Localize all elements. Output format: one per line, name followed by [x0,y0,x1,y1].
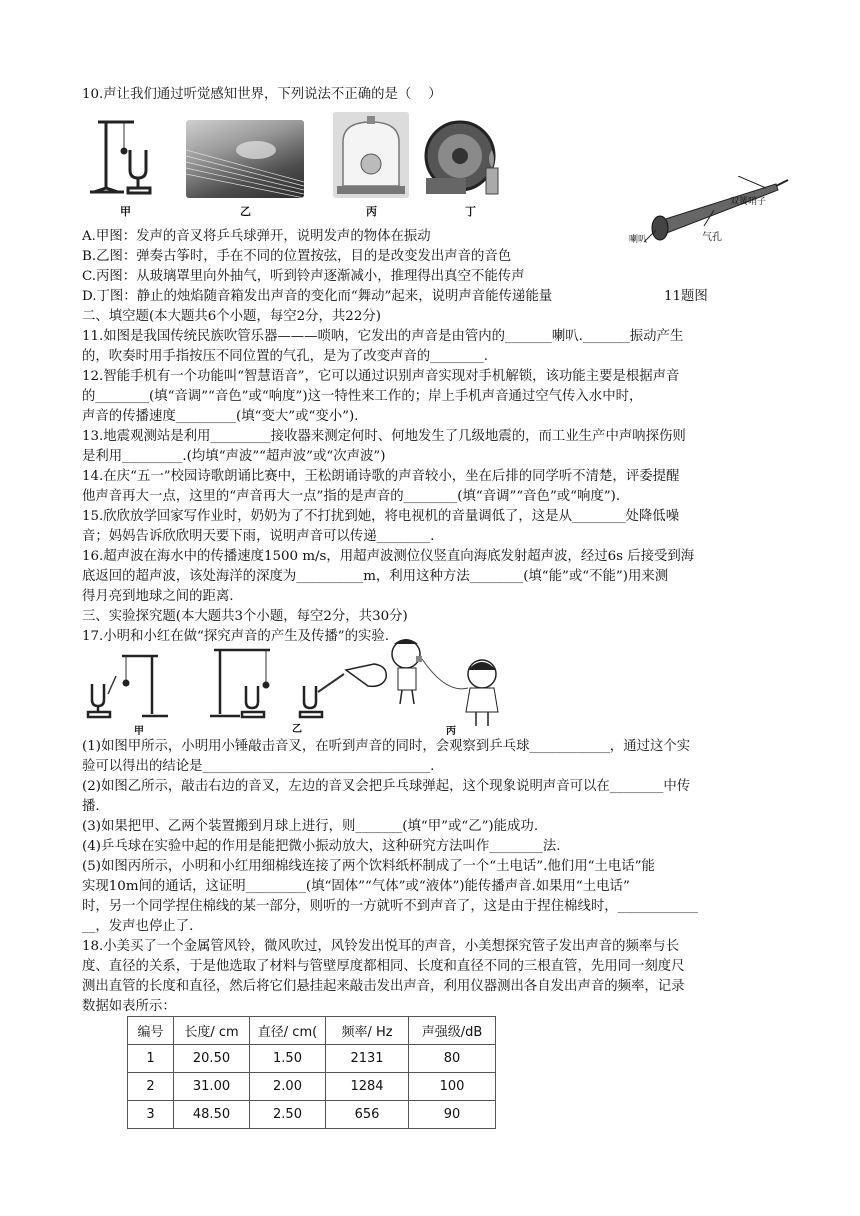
q17-p1: (1)如图甲所示，小明用小锤敲击音叉，在听到声音的同时，会观察到乒乓球____________，通过这个实 [82,739,691,754]
table-header: 长度/ cm [174,1017,250,1045]
q17-p4: 播. [82,799,100,814]
q15-line2: 音；妈妈告诉欣欣明天要下雨，说明声音可以传递________. [82,529,435,544]
q12-line3: 声音的传播速度_________(填“变大”或“变小”). [82,409,359,424]
table-cell: 1284 [326,1073,409,1101]
table-cell: 1.50 [250,1045,326,1073]
q17-p8: 实现10m间的通话，这证明_________(填“固体”“气体”或“液体”)能传播声音.如果用“土电话” [82,879,630,894]
table-cell: 80 [409,1045,496,1073]
table-cell: 2.00 [250,1073,326,1101]
table-cell: 31.00 [174,1073,250,1101]
label-hole: 气孔 [702,232,722,243]
caption-17-bing: 丙 [446,726,456,737]
q10-option-a: A.甲图：发声的音叉将乒乓球弹开，说明发声的物体在振动 [82,229,431,244]
table-header: 编号 [128,1017,174,1045]
q11-line1: 11.如图是我国传统民族吹管乐器———唢呐，它发出的声音是由管内的_______喇叭._______振动产生 [82,329,684,344]
hand-with-mallet [344,660,390,692]
q17-p3: (2)如图乙所示，敲击右边的音叉，左边的音叉会把乒乓球弹起，这个现象说明声音可以在________中传 [82,779,691,794]
q18-line3: 测出直管的长度和直径，然后将它们悬挂起来敲击发出声音，利用仪器测出各自发出声音的频率，记录 [82,979,685,994]
table-cell: 1 [128,1045,174,1073]
table-cell: 3 [128,1101,174,1129]
experiment-yi-figure [206,644,346,722]
q12-line2: 的________(填“音调”“音色”或“响度”)这一特性来工作的；岸上手机声音通过空气传入水中时， [82,389,643,404]
q16-line1: 16.超声波在海水中的传播速度1500 m/s，用超声波测位仪竖直向海底发射超声波，经过6s 后接受到海 [82,549,695,564]
table-row [128,1045,496,1073]
label-reed: 双簧哨子 [730,197,767,207]
q14-line2: 他声音再大一点，这里的“声音再大一点”指的是声音的________(填“音调”“音色”或“响度”). [82,489,621,504]
speaker-candle-photo [420,116,506,198]
q12-line1: 12.智能手机有一个功能叫“智慧语音”，它可以通过识别声音实现对手机解锁，该功能主要是根据声音 [82,369,680,384]
table-cell: 20.50 [174,1045,250,1073]
q14-line1: 14.在庆“五一”校园诗歌朗诵比赛中，王松朗诵诗歌的声音较小，坐在后排的同学听不清楚，评委提醒 [82,469,680,484]
table-header-row [128,1017,496,1045]
section2-title: 二、填空题(本大题共6个小题，每空2分，共22分) [82,309,381,324]
q13-line1: 13.地震观测站是利用_________接收器来测定何时、何地发生了几级地震的，而工业生产中声呐探伤则 [82,429,686,444]
q17-p2: 验可以得出的结论是__________________________________. [82,759,435,774]
table-cell: 656 [326,1101,409,1129]
q17-stem: 17.小明和小红在做“探究声音的产生及传播”的实验. [82,629,390,644]
caption-17-jia: 甲 [134,726,144,737]
q17-p7: (5)如图丙所示，小明和小红用细棉线连接了两个饮料纸杯制成了一个“土电话”.他们用“土电话”能 [82,859,655,874]
table-cell: 2.50 [250,1101,326,1129]
q10-option-d: D.丁图：静止的烛焰随音箱发出声音的变化而“舞动”起来，说明声音能传递能量 [82,289,553,304]
q16-line2: 底返回的超声波，该处海洋的深度为__________m，利用这种方法________(填“能”或“不能”)用来测 [82,569,669,584]
tuning-fork-pendulum-figure [84,112,164,198]
guzheng-photo [186,120,304,198]
section3-title: 三、实验探究题(本大题共3个小题，每空2分，共30分) [82,609,408,624]
caption-ding: 丁 [465,205,476,218]
q17-p10: __，发声也停止了. [82,919,194,934]
table-row [128,1101,496,1129]
q10-option-b: B.乙图：弹奏古筝时，手在不同的位置按弦，目的是改变发出声音的音色 [82,249,512,264]
q18-line4: 数据如表所示： [82,999,176,1014]
table-cell: 2 [128,1073,174,1101]
table-cell: 48.50 [174,1101,250,1129]
q16-line3: 得月亮到地球之间的距离. [82,589,234,604]
q17-p5: (3)如果把甲、乙两个装置搬到月球上进行，则_______(填“甲”或“乙”)能成功. [82,819,539,834]
q13-line2: 是利用_________.(均填“声波”“超声波”或“次声波”) [82,449,386,464]
table-row [128,1073,496,1101]
table-header: 频率/ Hz [326,1017,409,1045]
table-cell: 100 [409,1073,496,1101]
string-telephone-figure [386,634,512,730]
q18-line2: 度、直径的关系，于是他选取了材料与管壁厚度都相同、长度和直径不同的三根直管，先用同一刻度尺 [82,959,685,974]
experiment-jia-figure [86,650,176,722]
table-cell: 90 [409,1101,496,1129]
caption-17-yi: 乙 [292,724,302,735]
q17-p6: (4)乒乓球在实验中起的作用是能把微小振动放大，这种研究方法叫作________法. [82,839,561,854]
q17-p9: 时，另一个同学捏住棉线的某一部分，则听的一方就听不到声音了，这是由于捏住棉线时，____________ [82,899,698,914]
fig11-caption: 11题图 [664,289,708,304]
caption-jia: 甲 [120,205,131,218]
q10-stem: 10.声让我们通过听觉感知世界，下列说法不正确的是（ ） [82,87,442,102]
bell-jar-photo [333,112,409,198]
table-header: 直径/ cm( [250,1017,326,1045]
caption-bing: 丙 [366,205,377,218]
q11-line2: 的，吹奏时用手指按压不同位置的气孔，是为了改变声音的________. [82,349,488,364]
q15-line1: 15.欣欣放学回家写作业时，奶奶为了不打扰到她，将电视机的音量调低了，这是从________处降低噪 [82,509,680,524]
table-cell: 2131 [326,1045,409,1073]
q18-line1: 18.小美买了一个金属管风铃，微风吹过，风铃发出悦耳的声音，小美想探究管子发出声音的频率与长 [82,939,680,954]
q10-option-c: C.丙图：从玻璃罩里向外抽气，听到铃声逐渐减小，推理得出真空不能传声 [82,269,525,284]
label-horn: 喇叭 [629,235,648,245]
table-header: 声强级/dB [409,1017,496,1045]
data-table [127,1016,496,1129]
caption-yi: 乙 [240,205,251,218]
